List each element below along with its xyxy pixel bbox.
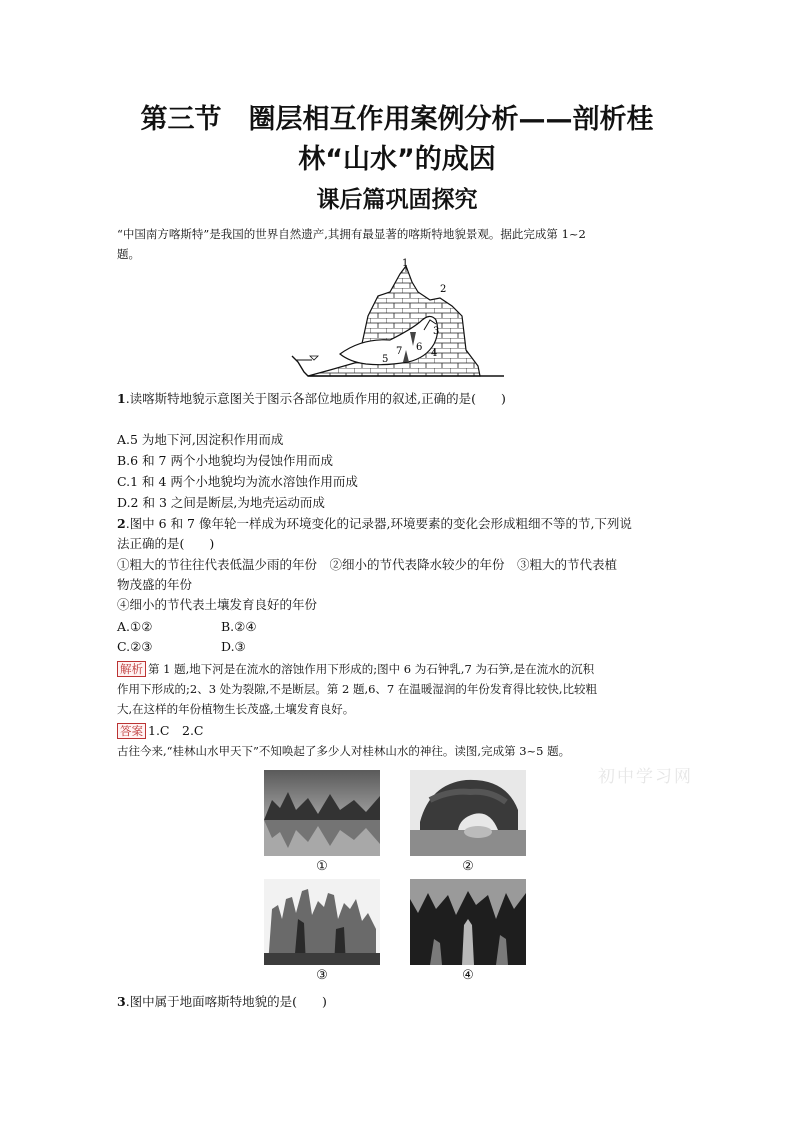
page-title-line2: 林“山水”的成因 xyxy=(298,144,496,175)
question-2-stem xyxy=(117,514,677,554)
question-text: 法正确的是( ) xyxy=(117,536,215,551)
statement-line: ①粗大的节往往代表低温少雨的年份 ②细小的节代表降水较少的年份 ③粗大的节代表植 xyxy=(117,557,618,572)
question-number: 1 xyxy=(117,391,126,406)
photo-stone-forest xyxy=(264,879,380,965)
karst-diagram xyxy=(290,258,506,384)
analysis-line: 作用下形成的;2、3 处为裂隙,不是断层。第 2 题,6、7 在温暖湿润的年份发育得比较快,比较粗 xyxy=(117,682,598,696)
photo-caption: ② xyxy=(462,859,474,874)
analysis-block xyxy=(117,659,677,719)
option-d: D.③ xyxy=(221,639,246,654)
section-subtitle: 课后篇巩固探究 xyxy=(316,187,478,213)
analysis-tag: 解析 xyxy=(117,661,146,677)
intro-text-2: 古往今来,“桂林山水甲天下”不知唤起了多少人对桂林山水的神往。读图,完成第 3~5 题。 xyxy=(117,744,571,758)
page-title-line1: 第三节 圈层相互作用案例分析——剖析桂 xyxy=(140,104,654,135)
answer-block xyxy=(117,721,677,741)
analysis-line: 大,在这样的年份植物生长茂盛,土壤发育良好。 xyxy=(117,702,355,716)
answer-text: 1.C 2.C xyxy=(148,723,204,738)
water-level-icon xyxy=(310,356,318,360)
statement-line: 物茂盛的年份 xyxy=(117,577,193,592)
answer-tag: 答案 xyxy=(117,723,146,739)
question-1-option-a: A.5 为地下河,因淀积作用而成 xyxy=(117,432,284,447)
question-2-options-row1 xyxy=(117,617,677,637)
question-text: .图中属于地面喀斯特地貌的是( ) xyxy=(125,994,327,1009)
question-1-option-c: C.1 和 4 两个小地貌均为流水溶蚀作用而成 xyxy=(117,474,358,489)
diagram-label: 2 xyxy=(440,284,447,295)
photo-caption: ④ xyxy=(462,968,474,983)
photo-caption: ③ xyxy=(316,968,328,983)
diagram-label: 5 xyxy=(382,354,389,365)
question-text: .图中 6 和 7 像年轮一样成为环境变化的记录器,环境要素的变化会形成粗细不等的节,下列说 xyxy=(125,516,632,531)
question-text: .读喀斯特地貌示意图关于图示各部位地质作用的叙述,正确的是( ) xyxy=(125,391,506,406)
question-2-statements xyxy=(117,555,677,615)
analysis-line: 第 1 题,地下河是在流水的溶蚀作用下形成的;图中 6 为石钟乳,7 为石笋,是在流水的沉积 xyxy=(148,662,595,676)
watermark: 初中学习网 xyxy=(598,767,693,787)
question-2-options-row2 xyxy=(117,637,677,657)
diagram-label: 1 xyxy=(402,258,409,269)
question-1-option-b: B.6 和 7 两个小地貌均为侵蚀作用而成 xyxy=(117,453,333,468)
diagram-label: 4 xyxy=(431,348,438,359)
intro-line: 题。 xyxy=(117,247,140,261)
option-a: A.①② xyxy=(117,619,153,634)
question-1-option-d: D.2 和 3 之间是断层,为地壳运动而成 xyxy=(117,495,325,510)
photo-elephant-hill xyxy=(410,770,526,856)
photo-karst-cave xyxy=(410,879,526,965)
statement-line: ④细小的节代表土壤发育良好的年份 xyxy=(117,597,318,612)
question-number: 2 xyxy=(117,516,126,531)
diagram-label: 3 xyxy=(433,326,440,337)
option-c: C.②③ xyxy=(117,639,153,654)
intro-line: “中国南方喀斯特”是我国的世界自然遗产,其拥有最显著的喀斯特地貌景观。据此完成第 1~2 xyxy=(117,227,586,241)
diagram-label: 7 xyxy=(396,346,403,357)
photo-caption: ① xyxy=(316,859,328,874)
question-1-stem xyxy=(117,389,677,409)
question-3-stem xyxy=(117,992,677,1012)
question-number: 3 xyxy=(117,994,126,1009)
diagram-label: 6 xyxy=(416,342,423,353)
photo-guilin-hills xyxy=(264,770,380,856)
option-b: B.②④ xyxy=(221,619,257,634)
